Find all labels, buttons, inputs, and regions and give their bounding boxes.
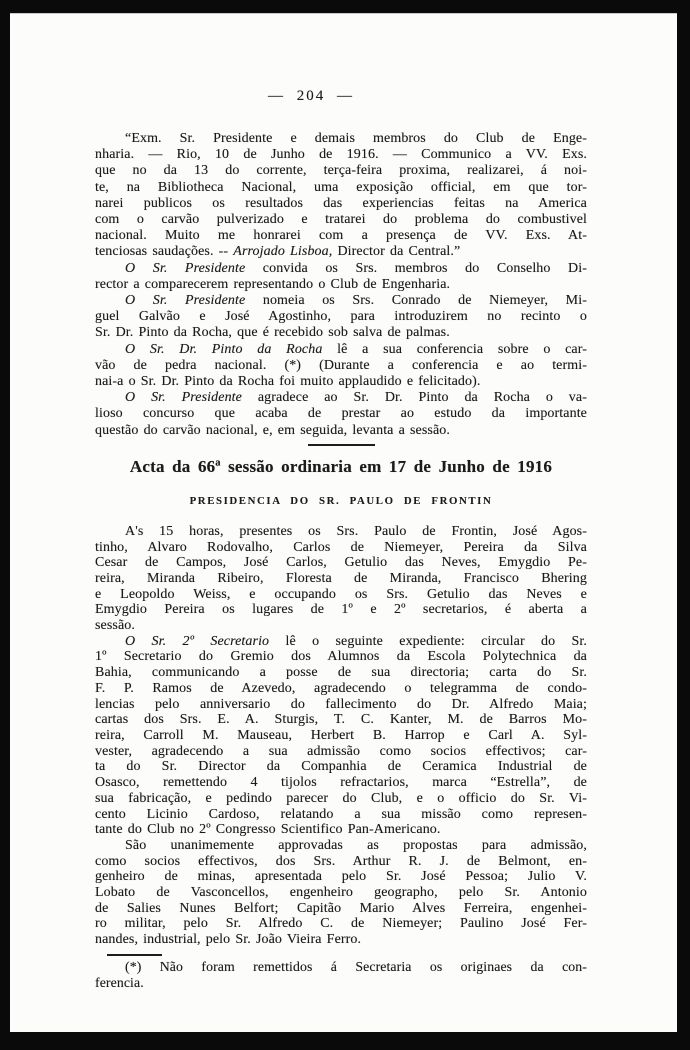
text-line: tante do Club no 2º Congresso Scientifico Pan-Americano. bbox=[95, 822, 441, 838]
italic-text: O Sr. 2º Secretario bbox=[125, 633, 270, 649]
footnote-divider bbox=[107, 954, 162, 956]
document-body bbox=[95, 131, 587, 991]
section-divider bbox=[308, 444, 375, 446]
paragraph bbox=[95, 342, 587, 391]
footnote bbox=[95, 959, 587, 991]
paragraph bbox=[95, 838, 587, 948]
text-line: O Sr. 2º Secretario lê o seguinte expediente: circular do Sr. bbox=[125, 633, 588, 649]
paragraph bbox=[95, 390, 587, 439]
text-line: São unanimemente approvadas as propostas para admissão, bbox=[125, 837, 587, 853]
text-line: ta do Sr. Director da Companhia de Ceramica Industrial de bbox=[95, 759, 587, 775]
italic-text: O Sr. Presidente bbox=[125, 260, 246, 276]
text-line: A's 15 horas, presentes os Srs. Paulo de Frontin, José Agos- bbox=[125, 523, 587, 539]
document-page bbox=[10, 13, 677, 1032]
text-line: “Exm. Sr. Presidente e demais membros do Club de Enge- bbox=[125, 131, 587, 146]
paragraph bbox=[95, 293, 587, 342]
text-line: (*) Não foram remettidos á Secretaria os originaes da con- bbox=[125, 958, 587, 974]
text-line: questão do carvão nacional, e, em seguida, levanta a sessão. bbox=[95, 422, 450, 438]
text-line: Bahia, communicando a posse de sua directoria; carta do Sr. bbox=[95, 665, 587, 681]
text-line: F. P. Ramos de Azevedo, agradecendo o telegramma de condo- bbox=[95, 680, 587, 696]
text-line: cartas dos Srs. E. A. Sturgis, T. C. Kanter, M. de Barros Mo- bbox=[95, 712, 587, 728]
italic-text: O Sr. Dr. Pinto da Rocha bbox=[125, 341, 323, 357]
text-line: O Sr. Presidente nomeia os Srs. Conrado de Niemeyer, Mi- bbox=[125, 293, 587, 309]
text-line: te, na Bibliotheca Nacional, uma exposição official, em que tor- bbox=[95, 179, 587, 195]
italic-text: O Sr. Presidente bbox=[125, 293, 246, 309]
text-line: 1º Secretario do Gremio dos Alumnos da Escola Polytechnica da bbox=[95, 649, 587, 665]
text-line: vão de pedra nacional. (*) (Durante a conferencia e ao termi- bbox=[95, 357, 587, 373]
text-line: ferencia. bbox=[95, 974, 144, 990]
presidency-subheading: PRESIDENCIA DO SR. PAULO DE FRONTIN bbox=[189, 494, 493, 507]
text-line: narei publicos os resultados das experiencias feitas na America bbox=[95, 195, 587, 211]
paragraph bbox=[95, 261, 587, 293]
text-line: rector a comparecerem representando o Club de Engenharia. bbox=[95, 276, 451, 292]
text-line: sessão. bbox=[95, 618, 135, 634]
text-line: nacional. Muito me honrarei com a presença de VV. Exs. At- bbox=[95, 228, 587, 244]
italic-text: O Sr. Presidente bbox=[125, 390, 242, 406]
text-line: guel Galvão e José Agostinho, para introduzirem no recinto o bbox=[95, 309, 587, 325]
text-line: lioso concurso que acaba de prestar ao estudo da importante bbox=[95, 406, 587, 422]
paragraph bbox=[95, 524, 587, 634]
acta-session-heading: Acta da 66ª sessão ordinaria em 17 de Junho de 1916 bbox=[129, 456, 553, 476]
text-line: que no da 13 do corrente, terça-feira proxima, realizarei, á noi- bbox=[95, 163, 587, 179]
text-line: reira, Miranda Ribeiro, Floresta de Miranda, Francisco Bhering bbox=[95, 570, 587, 586]
text-line: cento Licinio Cardoso, relatando a sua missão como represen- bbox=[95, 806, 587, 822]
text-line: nandes, industrial, pelo Sr. João Vieira Ferro. bbox=[95, 932, 362, 948]
text-line: com o carvão pulverizado e tratarei do problema do combustivel bbox=[95, 212, 587, 228]
text-line: sua fabricação, e pedindo parecer do Club, e o officio do Sr. Vi- bbox=[95, 790, 587, 806]
text-line: Emygdio Pereira os lugares de 1º e 2º secretarios, é aberta a bbox=[95, 602, 587, 618]
text-line: de Salies Nunes Belfort; Capitão Mario Alves Ferreira, engenhei- bbox=[95, 900, 587, 916]
text-line: ro militar, pelo Sr. Alfredo C. de Niemeyer; Paulino José Fer- bbox=[95, 916, 587, 932]
text-line: Osasco, remettendo 4 tijolos refractarios, marca “Estrella”, de bbox=[95, 775, 587, 791]
text-line: como socios effectivos, dos Srs. Arthur R. J. de Belmont, en- bbox=[95, 853, 587, 869]
text-line: vester, agradecendo a sua admissão como socios effectivos; car- bbox=[95, 743, 587, 759]
paragraph bbox=[95, 634, 587, 838]
page-number: — 204 — bbox=[268, 88, 354, 104]
page-content bbox=[95, 14, 587, 991]
text-line: tenciosas saudações. -- Arrojado Lisboa, Director da Central.” bbox=[95, 244, 461, 260]
text-line: nai-a o Sr. Dr. Pinto da Rocha foi muito applaudido e felicitado). bbox=[95, 374, 481, 390]
paragraph bbox=[95, 131, 587, 261]
text-line: tinho, Alvaro Rodovalho, Carlos de Niemeyer, Pereira da Silva bbox=[95, 539, 587, 555]
text-line: O Sr. Dr. Pinto da Rocha lê a sua conferencia sobre o car- bbox=[125, 341, 587, 357]
text-line: Sr. Dr. Pinto da Rocha, que é recebido sob salva de palmas. bbox=[95, 325, 450, 341]
text-line: e Leopoldo Weiss, e occupando os Srs. Getulio das Neves e bbox=[95, 586, 587, 602]
text-line: Cesar de Campos, José Carlos, Getulio das Neves, Emygdio Pe- bbox=[95, 555, 587, 571]
text-line: O Sr. Presidente convida os Srs. membros do Conselho Di- bbox=[125, 260, 587, 276]
text-line: reira, Carroll M. Mauseau, Herbert B. Harrop e Carl A. Syl- bbox=[95, 728, 587, 743]
text-line: O Sr. Presidente agradece ao Sr. Dr. Pinto da Rocha o va- bbox=[125, 390, 587, 406]
italic-text: Arrojado Lisboa, bbox=[233, 244, 333, 260]
text-line: lencias pelo anniversario do fallecimento do Dr. Alfredo Maia; bbox=[95, 696, 587, 712]
text-line: Lobato de Vasconcellos, engenheiro geographo, pelo Sr. Antonio bbox=[95, 885, 587, 901]
text-line: nharia. — Rio, 10 de Junho de 1916. — Communico a VV. Exs. bbox=[95, 147, 587, 163]
text-line: genheiro de minas, apresentada pelo Sr. José Pessoa; Julio V. bbox=[95, 869, 587, 885]
